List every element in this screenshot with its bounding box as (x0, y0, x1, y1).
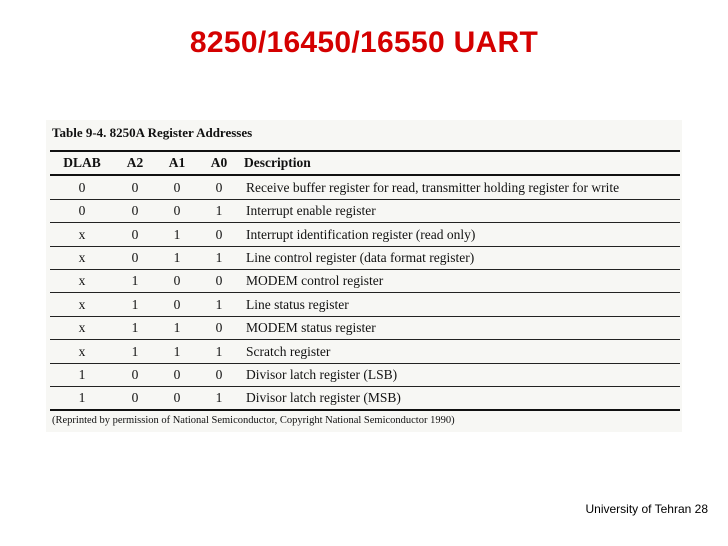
cell-a0: 0 (198, 223, 240, 246)
cell-description: Line control register (data format register) (240, 246, 680, 269)
cell-a1: 1 (156, 340, 198, 363)
header-a1: A1 (156, 151, 198, 175)
table-row (50, 223, 680, 246)
cell-description: Divisor latch register (LSB) (240, 363, 680, 386)
slide-title: 8250/16450/16550 UART (189, 26, 539, 59)
table-row (50, 340, 680, 363)
cell-dlab: 0 (50, 199, 114, 222)
slide-footer: University of Tehran 28 (585, 502, 708, 516)
cell-a0: 1 (198, 246, 240, 269)
cell-a1: 0 (156, 386, 198, 410)
cell-a1: 0 (156, 269, 198, 292)
cell-a0: 1 (198, 293, 240, 316)
cell-a2: 0 (114, 246, 156, 269)
cell-dlab: x (50, 269, 114, 292)
cell-a2: 1 (114, 293, 156, 316)
reprint-note: (Reprinted by permission of National Semiconductor, Copyright National Semiconductor 1990) (52, 415, 455, 426)
cell-dlab: x (50, 223, 114, 246)
cell-description: Scratch register (240, 340, 680, 363)
cell-a0: 1 (198, 340, 240, 363)
cell-description: Interrupt identification register (read only) (240, 223, 680, 246)
cell-a2: 0 (114, 223, 156, 246)
cell-a1: 0 (156, 293, 198, 316)
header-dlab: DLAB (50, 151, 114, 175)
cell-a2: 1 (114, 316, 156, 339)
cell-description: Receive buffer register for read, transmitter holding register for write (240, 175, 680, 199)
cell-a1: 1 (156, 246, 198, 269)
header-a2: A2 (114, 151, 156, 175)
cell-description: Line status register (240, 293, 680, 316)
cell-a2: 1 (114, 269, 156, 292)
cell-a2: 0 (114, 363, 156, 386)
cell-a2: 0 (114, 199, 156, 222)
cell-description: MODEM control register (240, 269, 680, 292)
register-address-table (50, 150, 680, 411)
cell-a1: 0 (156, 363, 198, 386)
cell-a2: 0 (114, 175, 156, 199)
header-a0: A0 (198, 151, 240, 175)
cell-a1: 0 (156, 199, 198, 222)
cell-dlab: 1 (50, 386, 114, 410)
table-row (50, 246, 680, 269)
table-row (50, 363, 680, 386)
header-description: Description (240, 151, 680, 175)
table-row (50, 316, 680, 339)
cell-dlab: x (50, 293, 114, 316)
cell-a0: 1 (198, 199, 240, 222)
cell-a1: 1 (156, 223, 198, 246)
cell-dlab: x (50, 246, 114, 269)
cell-a2: 1 (114, 340, 156, 363)
table-caption: Table 9-4. 8250A Register Addresses (52, 125, 253, 140)
cell-description: MODEM status register (240, 316, 680, 339)
cell-a0: 0 (198, 175, 240, 199)
table-row (50, 386, 680, 410)
cell-dlab: x (50, 340, 114, 363)
cell-dlab: 1 (50, 363, 114, 386)
cell-description: Divisor latch register (MSB) (240, 386, 680, 410)
table-row (50, 269, 680, 292)
table-header-row (50, 151, 680, 175)
table-row (50, 293, 680, 316)
cell-a1: 0 (156, 175, 198, 199)
table-row (50, 175, 680, 199)
cell-a1: 1 (156, 316, 198, 339)
cell-a0: 0 (198, 316, 240, 339)
scanned-table-image (46, 120, 682, 432)
table-row (50, 199, 680, 222)
cell-a0: 0 (198, 363, 240, 386)
cell-dlab: x (50, 316, 114, 339)
cell-dlab: 0 (50, 175, 114, 199)
cell-a0: 1 (198, 386, 240, 410)
cell-a0: 0 (198, 269, 240, 292)
cell-description: Interrupt enable register (240, 199, 680, 222)
cell-a2: 0 (114, 386, 156, 410)
